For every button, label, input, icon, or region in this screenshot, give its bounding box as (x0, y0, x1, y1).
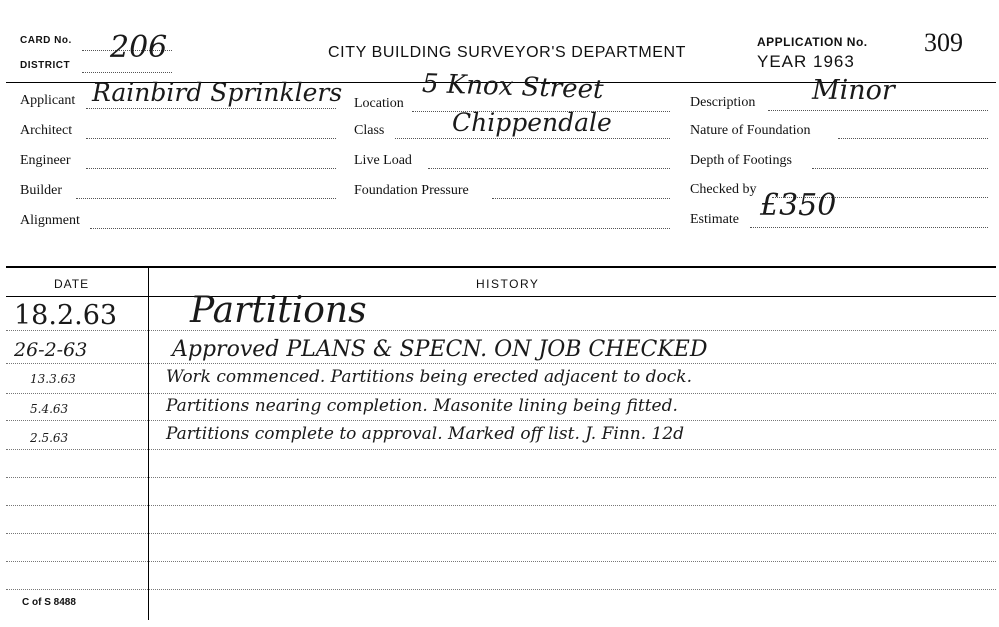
application-number: 309 (924, 28, 963, 57)
builder-line (76, 198, 336, 199)
applicant-label: Applicant (20, 93, 76, 108)
history-entry: Partitions (190, 290, 367, 331)
live-load-line (428, 168, 670, 169)
date-header: DATE (54, 277, 90, 291)
description-line (768, 110, 988, 111)
nature-of-foundation-line (838, 138, 988, 139)
engineer-line (86, 168, 336, 169)
history-header-rule (6, 296, 996, 297)
history-entry (172, 337, 707, 362)
history-entry: Work commenced. Partitions being erected adjacent to dock. (166, 367, 693, 387)
history-date: 13.3.63 (30, 372, 76, 386)
ruled-line (6, 330, 996, 331)
engineer-label: Engineer (20, 153, 71, 168)
ruled-line (6, 420, 996, 421)
alignment-line (90, 228, 670, 229)
history-entry: Partitions nearing completion. Masonite lining being fitted. (166, 396, 678, 416)
ruled-line (6, 477, 996, 478)
year-label: YEAR 1963 (757, 52, 855, 71)
builder-label: Builder (20, 183, 62, 198)
card-no-label: CARD No. (20, 35, 72, 46)
history-entry-text: Approved PLANS & SPECN. ON JOB CHECKED (172, 337, 708, 362)
history-header: HISTORY (476, 277, 540, 291)
ruled-line (6, 393, 996, 394)
date-column-divider (148, 268, 149, 620)
ruled-line (6, 363, 996, 364)
history-entry: Partitions complete to approval. Marked off list. J. Finn. 12d (166, 424, 685, 444)
application-no-label: APPLICATION No. (757, 35, 868, 49)
applicant-value: Rainbird Sprinklers (92, 78, 343, 107)
ruled-line (6, 561, 996, 562)
architect-line (86, 138, 336, 139)
history-date: 18.2.63 (14, 300, 118, 331)
form-code: C of S 8488 (22, 597, 76, 608)
card-no-value: 206 (110, 30, 168, 65)
ruled-line (6, 589, 996, 590)
department-title: CITY BUILDING SURVEYOR'S DEPARTMENT (328, 44, 687, 61)
history-date: 26-2-63 (14, 339, 88, 361)
location-value: 5 Knox Street (421, 68, 604, 106)
district-label: DISTRICT (20, 60, 71, 71)
history-date: 5.4.63 (30, 402, 69, 416)
architect-label: Architect (20, 123, 73, 138)
history-top-rule (6, 266, 996, 268)
estimate-value: £350 (760, 188, 837, 223)
nature-of-foundation-label: Nature of Foundation (690, 123, 811, 138)
district-line (82, 72, 172, 73)
foundation-pressure-line (492, 198, 670, 199)
ruled-line (6, 449, 996, 450)
class-label: Class (354, 123, 385, 138)
depth-of-footings-line (812, 168, 988, 169)
history-date: 2.5.63 (30, 431, 69, 445)
depth-of-footings-label: Depth of Footings (690, 153, 792, 168)
foundation-pressure-label: Foundation Pressure (354, 183, 469, 198)
alignment-label: Alignment (20, 213, 80, 228)
class-line (395, 138, 670, 139)
estimate-line (750, 227, 988, 228)
description-value: Minor (812, 75, 895, 106)
class-value: Chippendale (452, 108, 612, 137)
ruled-line (6, 505, 996, 506)
checked-by-label: Checked by (690, 182, 757, 197)
applicant-line (86, 108, 336, 109)
live-load-label: Live Load (354, 153, 412, 168)
ruled-line (6, 533, 996, 534)
description-label: Description (690, 95, 756, 110)
location-label: Location (354, 96, 404, 111)
estimate-label: Estimate (690, 212, 739, 227)
